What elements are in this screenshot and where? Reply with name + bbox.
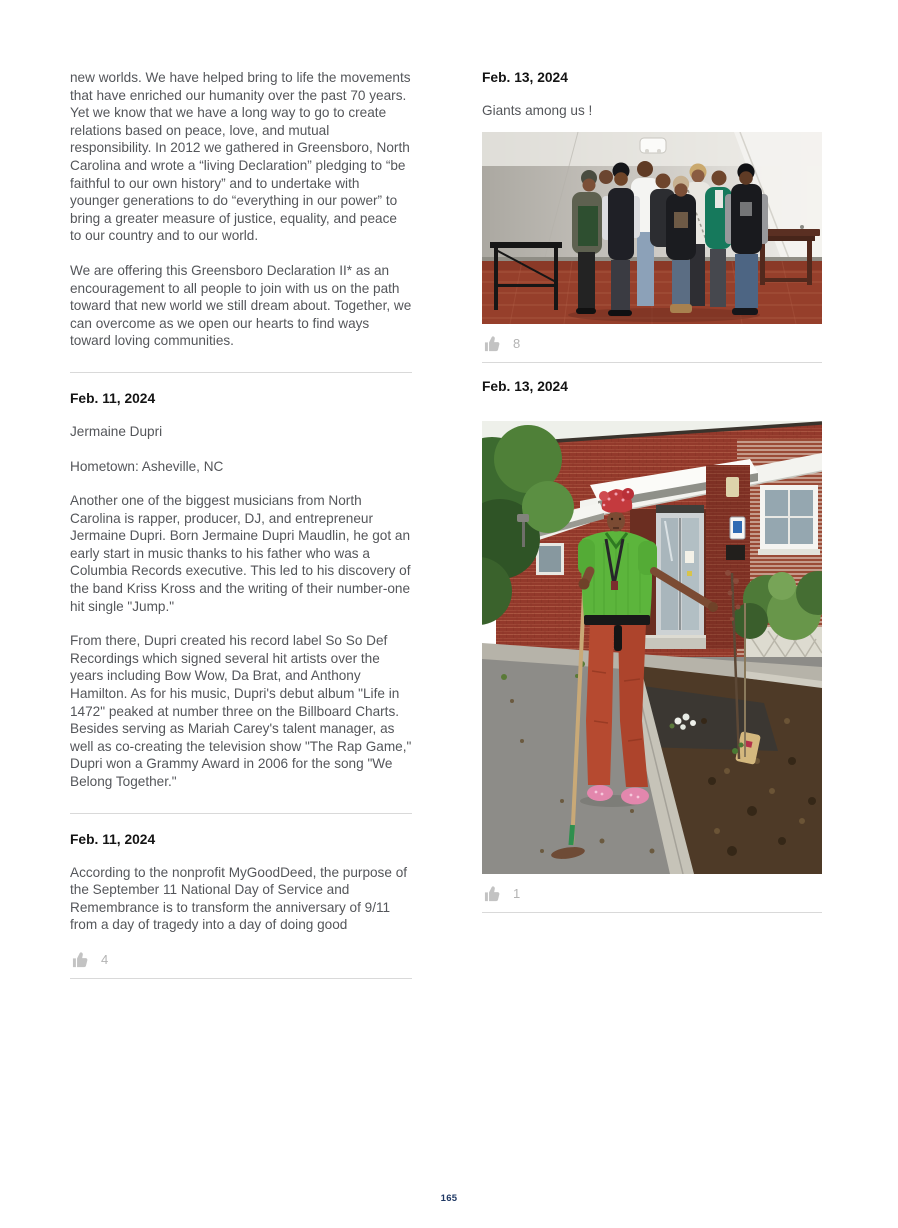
thumbs-up-icon xyxy=(484,885,502,902)
ground xyxy=(482,643,822,874)
likes-row xyxy=(72,951,412,969)
post-paragraph: Jermaine Dupri xyxy=(70,423,163,439)
post-photo-gardening xyxy=(482,421,822,874)
like-count: 1 xyxy=(513,886,521,902)
divider xyxy=(70,813,412,814)
post-photo-group xyxy=(482,132,822,324)
likes-row xyxy=(484,885,822,903)
divider xyxy=(482,912,822,913)
right-column xyxy=(482,69,822,913)
post-date: Feb. 11, 2024 xyxy=(70,831,156,847)
post-date: Feb. 13, 2024 xyxy=(482,70,568,85)
like-count: 8 xyxy=(513,336,521,352)
page-number: 165 xyxy=(440,1193,458,1204)
like-count: 4 xyxy=(101,952,109,968)
post-paragraph: According to the nonprofit MyGoodDeed, the purpose of the September 11 National Day of Service and Remembrance is to transform the anniversary of 9/11 from a day of tragedy into a day of doing good xyxy=(70,864,408,933)
thumbs-up-icon xyxy=(484,335,502,352)
post-caption: Giants among us ! xyxy=(482,103,593,118)
intro-paragraph: new worlds. We have helped bring to life the movements that have enriched our humanity over the past 70 years. Yet we know that we have a long way to go to create relations based on peace, love, and mutual responsibility. In 2012 we gathered in Greensboro, North Carolina and wrote a “living Declaration” pledging to “be faithful to our own history” and to undertake with younger generations to do “everything in our power” to bring a greater measure of justice, equality, and peace to our country and to our world. xyxy=(70,70,411,244)
divider xyxy=(70,978,412,979)
divider xyxy=(482,362,822,363)
divider xyxy=(70,372,412,373)
post-date: Feb. 11, 2024 xyxy=(70,390,156,406)
likes-row xyxy=(484,335,822,353)
thumbs-up-icon xyxy=(72,951,90,968)
post-paragraph: Another one of the biggest musicians from North Carolina is rapper, producer, DJ, and entrepreneur Jermaine Dupri. Born Jermaine Dupri Maudlin, he got an early start in music thanks to his father who was a Columbia Records executive. This led to his discovery of the band Kriss Kross and the writing of their number-one hit single "Jump." xyxy=(70,493,411,614)
intro-paragraph: We are offering this Greensboro Declaration II* as an encouragement to all people to join with us on the path toward that new world we still dream about. Together, we can overcome as we open our hearts to find ways toward loving communities. xyxy=(70,262,412,349)
post-paragraph: Hometown: Asheville, NC xyxy=(70,458,224,474)
left-column xyxy=(70,69,412,979)
post-date: Feb. 13, 2024 xyxy=(482,378,568,394)
post-paragraph: From there, Dupri created his record label So So Def Recordings which signed several hit artists over the years including Bow Wow, Da Brat, and Anthony Hamilton. As for his music, Dupri's debut album "Life in 1472" peaked at number three on the Billboard Charts. Besides serving as Mariah Carey's talent manager, as well as co-creating the television show "The Rap Game," Dupri won a Grammy Award in 2006 for the song "We Belong Together." xyxy=(70,633,412,789)
